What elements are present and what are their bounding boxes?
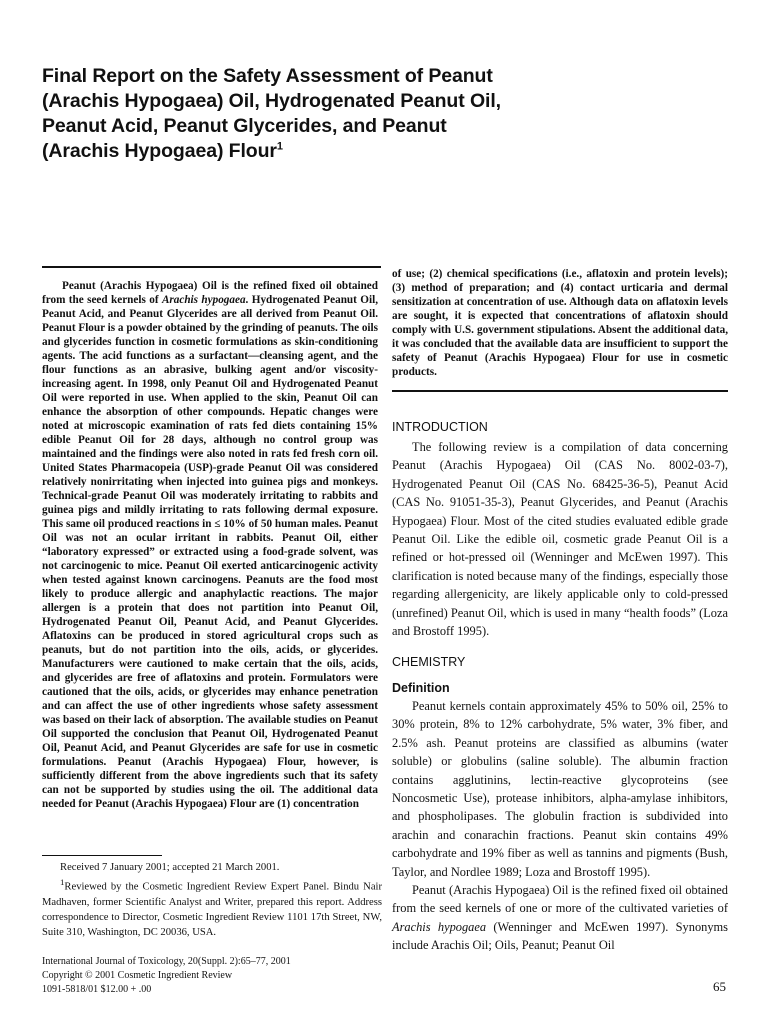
footnote-mark: 1 (60, 877, 65, 887)
title-line: Peanut Acid, Peanut Glycerides, and Peanut (42, 115, 447, 137)
chemistry-paragraph (392, 881, 728, 955)
footnote-rule (42, 855, 162, 856)
journal-copyright: Copyright © 2001 Cosmetic Ingredient Review (42, 970, 233, 981)
introduction-paragraph: The following review is a compilation of data concerning Peanut (Arachis Hypogaea) Oil (CAS No. 8002-03-7), Hydrogenated Peanut Oil (CAS No. 68425-36-5), Peanut Acid (CAS No. 91051-35-3), Peanut Glycerides, and Peanut (Arachis Hypogaea) Flour. Most of the cited studies evaluated edible grade Peanut Oil. Like the edible oil, cosmetic grade Peanut Oil is a refined or hot-pressed oil (Wenninger and McEwen 1997). This clarification is noted because many of the findings, especially those regarding allergenicity, are likely applicable only to cold-pressed (unrefined) Peanut Oil, which is used in many “health foods” (Loza and Brostoff 1995). (392, 440, 728, 639)
chemistry-text: Peanut (Arachis Hypogaea) Oil is the refined fixed oil obtained from the seed kernels of one or more of the cultivated varieties of (392, 883, 728, 916)
abstract-bottom-rule-right (392, 390, 728, 392)
footnote (42, 860, 382, 940)
received-date: Received 7 January 2001; accepted 21 March 2001. (60, 862, 280, 873)
introduction-body (392, 438, 728, 640)
title-footnote-mark: 1 (276, 140, 283, 153)
chemistry-heading: CHEMISTRY (392, 655, 466, 669)
abstract-text: . Hydrogenated Peanut Oil, Peanut Acid, and Peanut Glycerides are all derived from Peanut Oil. Peanut Flour is a powder obtained by the grinding of peanuts. The oils and glycerides function in cosmetic formulations as skin-conditioning agents. The acid functions as a surfactant—cleansing agent, and the flour functions as an abrasive, bulking agent and/or viscosity-increasing agent. In 1998, only Peanut Oil and Hydrogenated Peanut Oil were reported in use. When applied to the skin, Peanut Oil can enhance the absorption of other compounds. Hepatic changes were noted at microscopic examination of rats fed diets containing 15% edible Peanut Oil for 28 days, although no control group was maintained and the findings were also noted in rats fed fresh corn oil. United States Pharmacopeia (USP)-grade Peanut Oil was considered relatively nonirritating when injected into guinea pigs and monkeys. Technical-grade Peanut Oil was moderately irritating to rabbits and guinea pigs and mildly irritating to rats following dermal exposure. This same oil produced reactions in ≤ 10% of 50 human males. Peanut Oil was not an ocular irritant in rabbits. Peanut Oil, either “laboratory expressed” or extracted using a food-grade solvent, was not carcinogenic to mice. Peanut Oil exerted anticarcinogenic activity when tested against known carcinogens. Peanuts are the food most likely to produce allergic and anaphylactic reactions. The major allergen is a protein that does not partition into Peanut Oil, Hydrogenated Peanut Oil, Peanut Acid, and Peanut Glycerides. Aflatoxins can be produced in stored agricultural crops such as peanuts, but do not partition into the oils, acids, or glycerides. Manufacturers were cautioned to make certain that the oils, acids, and glycerides are free of aflatoxins and protein. Formulators were cautioned that the oils, acids, or glycerides may enhance penetration and can affect the use of other ingredients whose safety assessment was based on their lack of absorption. The available studies on Peanut Oil supported the conclusion that Peanut Oil, Hydrogenated Peanut Oil, Peanut Acid, and Peanut Glycerides are safe for use in cosmetic formulations. Peanut (Arachis Hypogaea) Flour, however, is sufficiently different from the above ingredients such that its safety can not be supported by studies using the oil. The additional data needed for Peanut (Arachis Hypogaea) Flour are (1) concentration (42, 294, 378, 810)
abstract-continuation: of use; (2) chemical specifications (i.e., aflatoxin and protein levels); (3) method of preparation; and (4) contact urticaria and dermal sensitization at concentration of use. Although data on aflatoxin levels are sought, it is expected that concentrations of aflatoxin should comply with U.S. government stipulations. Absent the additional data, it was concluded that the available data are insufficient to support the safety of Peanut (Arachis Hypogaea) Flour for use in cosmetic products. (392, 268, 728, 378)
journal-citation: International Journal of Toxicology, 20(Suppl. 2):65–77, 2001 (42, 956, 291, 967)
abstract-right-column (392, 267, 728, 379)
abstract-text: Peanut (Arachis Hypogaea) Oil is the refined fixed oil obtained from the seed kernels of (42, 280, 378, 306)
article-title (42, 64, 642, 164)
abstract-top-rule-left (42, 266, 381, 268)
chemistry-text: (Wenninger and McEwen 1997). Synonyms include Arachis Oil; Oils, Peanut; Peanut Oil (392, 919, 728, 953)
title-line (42, 139, 642, 164)
title-line: Final Report on the Safety Assessment of Peanut (42, 65, 493, 87)
introduction-heading: INTRODUCTION (392, 420, 488, 434)
chemistry-paragraph: Peanut kernels contain approximately 45% to 50% oil, 25% to 30% protein, 8% to 12% carbohydrate, 5% water, 3% fiber, and 2.5% ash. Peanut proteins are classified as albumins (water soluble) or globulins (saline soluble). The albumin fraction contains agglutinins, lectin-reactive glycoproteins (see Noncosmetic Use), protease inhibitors, alpha-amylase inhibitors, and phospholipases. The globulin fraction is subdivided into arachin and conarachin fractions. Peanut skin contains 49% carbohydrate and 19% fiber as well as tannins and pigments (Bush, Taylor, and Nordlee 1989; Loza and Brostoff 1995). (392, 699, 728, 879)
abstract-paragraph (42, 279, 378, 811)
chemistry-body (392, 697, 728, 955)
definition-subheading: Definition (392, 681, 450, 695)
footnote-body: Reviewed by the Cosmetic Ingredient Review Expert Panel. Bindu Nair Madhaven, former Scientific Analyst and Writer, prepared this report. Address correspondence to Director, Cosmetic Ingredient Review 1101 17th Street, NW, Suite 310, Washington, DC 20036, USA. (42, 881, 382, 938)
footnote-text (42, 875, 382, 940)
title-line-text: (Arachis Hypogaea) Flour (42, 140, 277, 162)
abstract-left-column (42, 279, 378, 811)
journal-info (42, 955, 422, 997)
page-number: 65 (713, 979, 726, 994)
species-name: Arachis hypogaea (392, 919, 487, 934)
species-name: Arachis hypogaea (161, 294, 246, 306)
journal-issn: 1091-5818/01 $12.00 + .00 (42, 984, 152, 995)
title-line: (Arachis Hypogaea) Oil, Hydrogenated Peanut Oil, (42, 90, 501, 112)
